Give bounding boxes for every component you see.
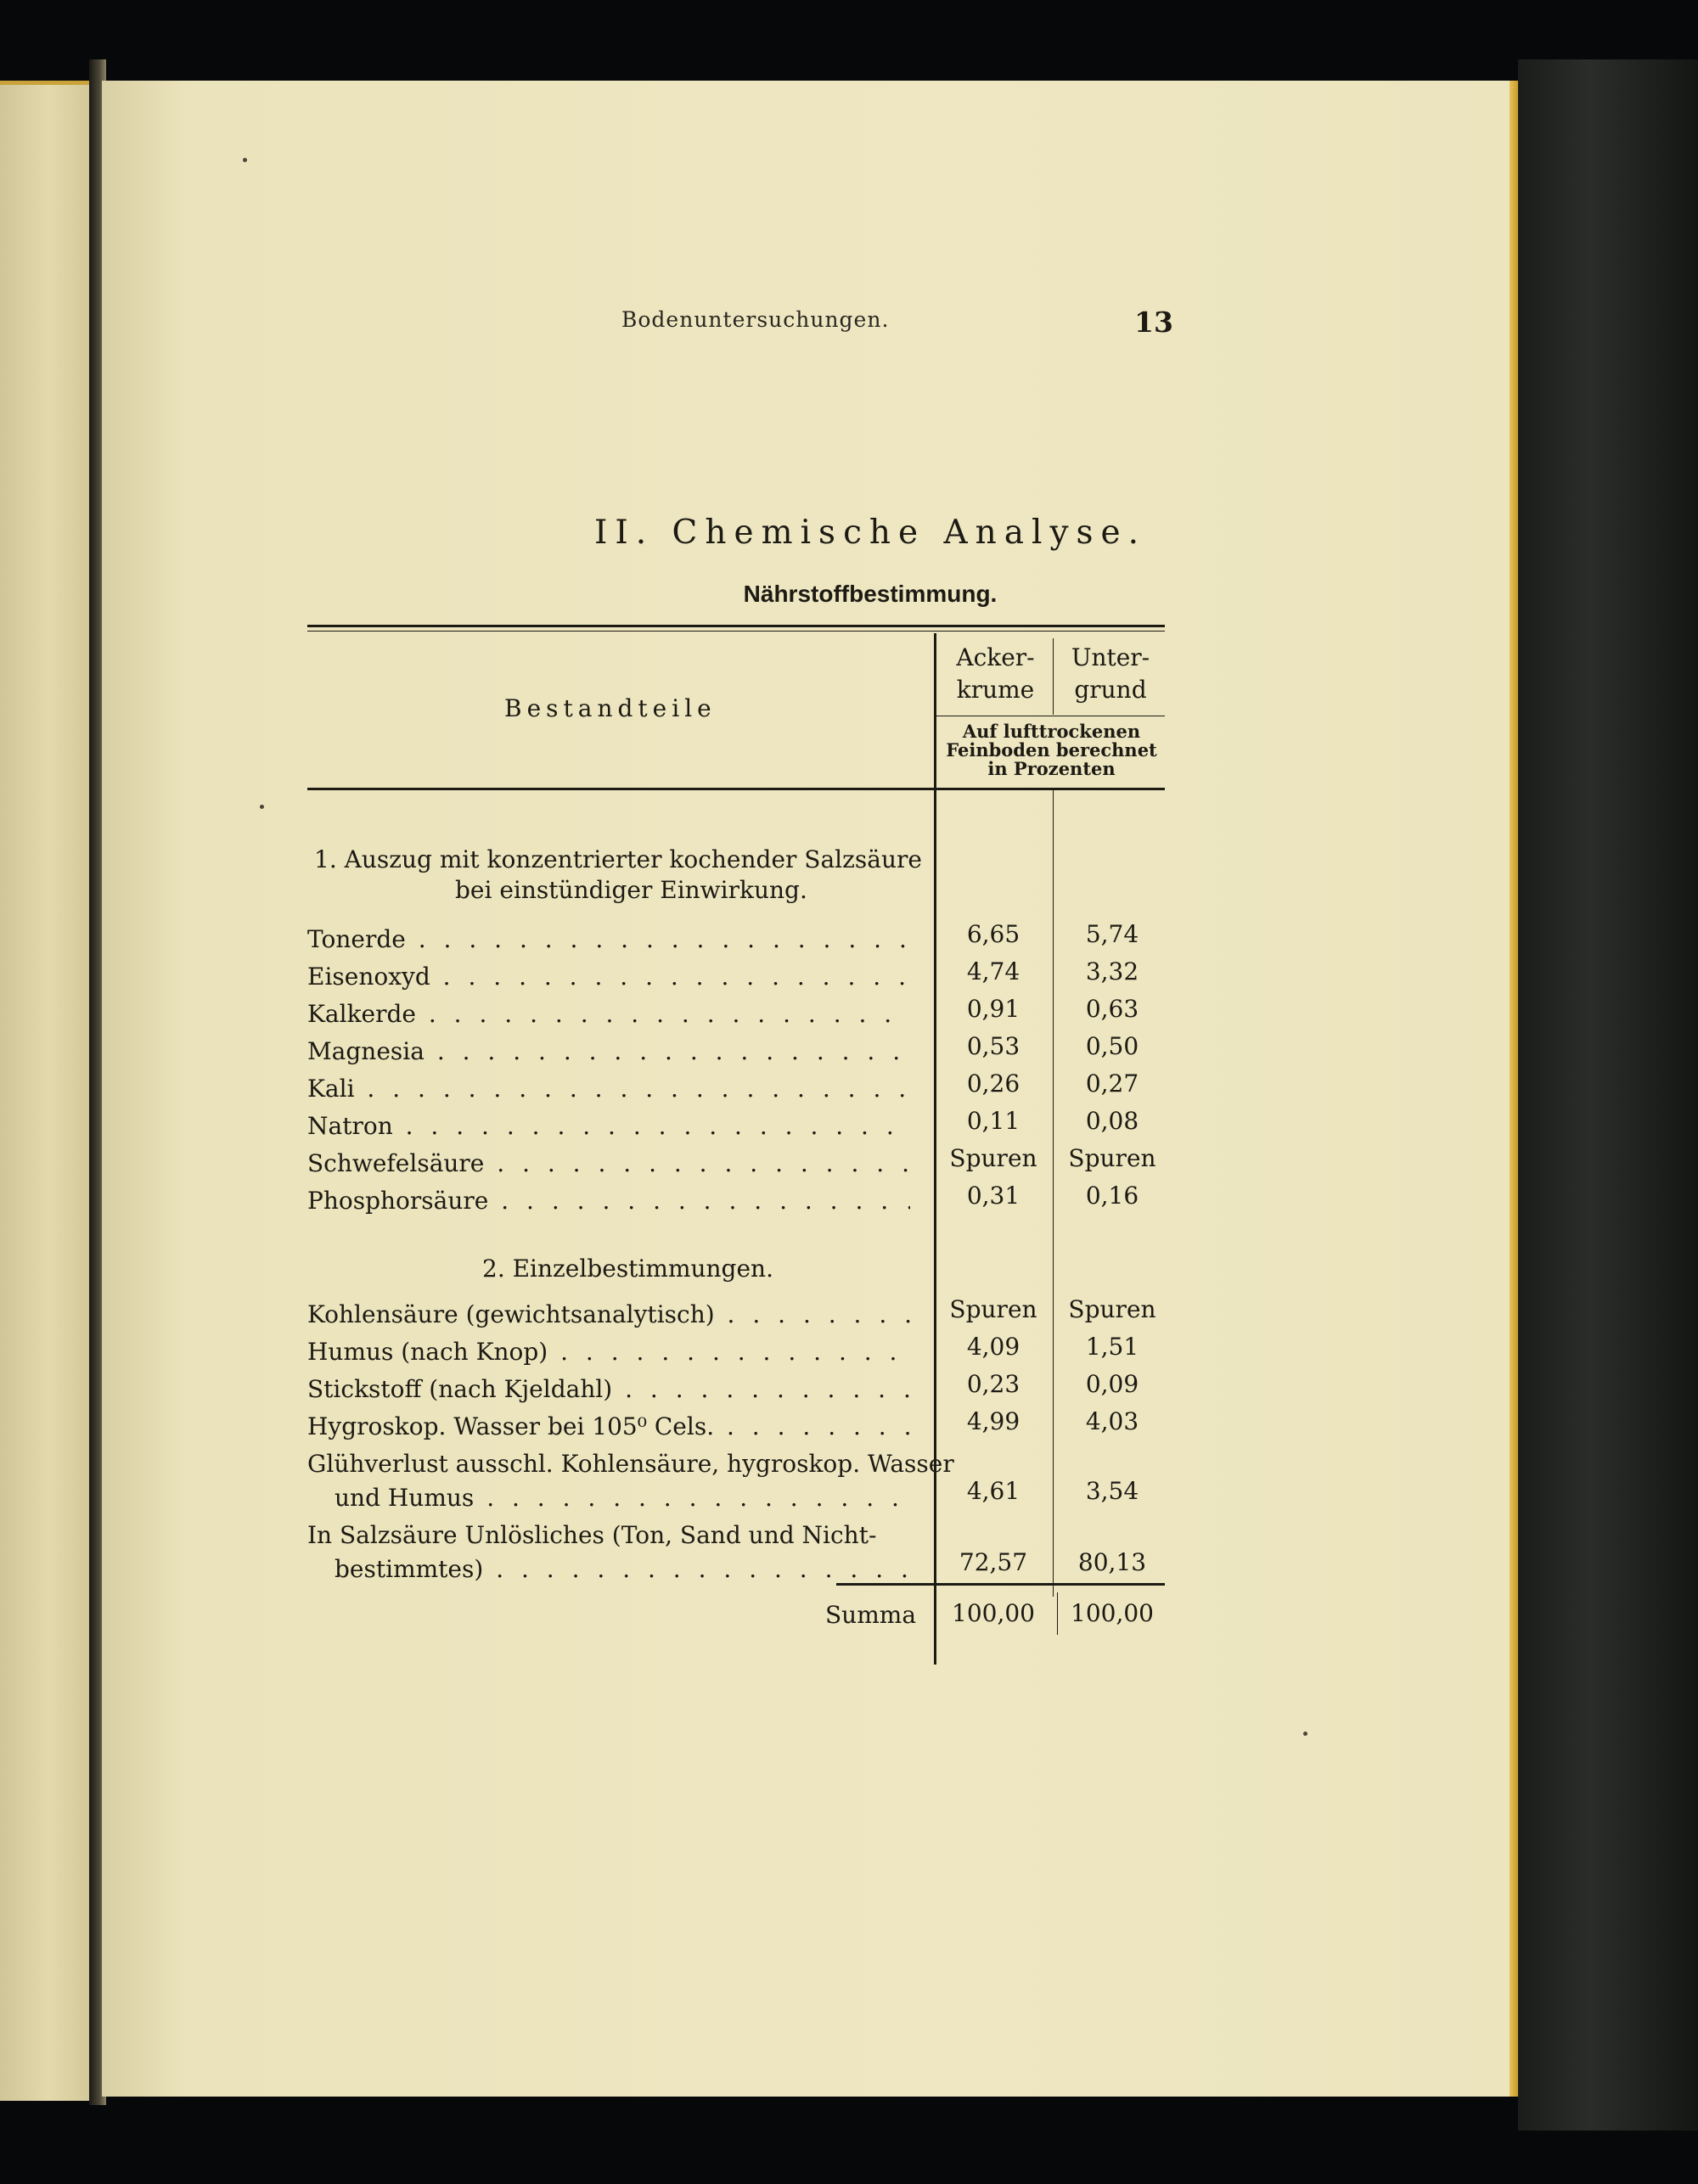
value-untergrund: 0,27 [1085,1070,1139,1098]
row-label: Eisenoxyd . . . [307,963,910,993]
row-label-gluehverlust-line1: Glühverlust ausschl. Kohlensäure, hygroskop. Wasser [307,1450,954,1478]
group2-title: 2. Einzelbestimmungen. [482,1255,773,1283]
value-ackerkrume: 0,23 [966,1370,1020,1398]
left-page-gilt-edge [0,81,89,2105]
page-number: 13 [1134,306,1173,339]
header-column-rule [1053,638,1054,715]
book-cover [1518,59,1698,2131]
section-subtitle: Nährstoffbestimmung. [743,581,998,607]
col-header-untergrund-line2: grund [1074,676,1147,704]
value-untergrund: 0,08 [1085,1107,1139,1135]
row-label: Hygroskop. Wasser bei 105⁰ Cels. . . . [307,1412,910,1443]
paper-speck [260,805,264,809]
row-label: Phosphorsäure . . . [307,1187,910,1217]
group1-title-line2: bei einstündiger Einwirkung. [455,876,807,904]
value-untergrund: Spuren [1068,1144,1156,1172]
running-head: Bodenuntersuchungen. [621,307,890,332]
value-ackerkrume: Spuren [949,1144,1037,1172]
left-page-edge [0,81,93,2101]
summa-untergrund: 100,00 [1071,1599,1154,1627]
column-label-bestandteile: Bestandteile [504,694,717,722]
value-untergrund: 5,74 [1085,920,1139,948]
value-untergrund: 80,13 [1077,1548,1147,1576]
value-untergrund: 0,16 [1085,1182,1139,1210]
col-header-ackerkrume-line1: Acker- [956,643,1035,671]
unit-note-line1: Auf lufttrockenen [962,721,1141,742]
unit-note-line2: Feinboden berechnet [946,739,1157,761]
value-untergrund: Spuren [1068,1295,1156,1323]
value-untergrund: 0,50 [1085,1032,1139,1060]
value-ackerkrume: 4,61 [966,1477,1020,1505]
value-ackerkrume: 4,74 [966,957,1020,985]
value-untergrund: 3,32 [1085,957,1139,985]
value-ackerkrume: Spuren [949,1295,1037,1323]
value-ackerkrume: 0,91 [966,995,1020,1023]
value-untergrund: 0,63 [1085,995,1139,1023]
paper-speck [243,158,247,162]
row-label: Magnesia . . . [307,1037,910,1068]
paper-speck [1303,1732,1307,1736]
value-ackerkrume: 0,53 [966,1032,1020,1060]
value-ackerkrume: 4,09 [966,1333,1020,1361]
value-ackerkrume: 0,11 [966,1107,1020,1135]
row-label: Kali . . . [307,1075,910,1105]
value-ackerkrume: 0,31 [966,1182,1020,1210]
header-bottom-rule [307,788,1165,790]
col-header-untergrund-line1: Unter- [1071,643,1150,671]
summa-label: Summa [825,1601,917,1629]
row-label: Natron . . . [307,1112,910,1143]
value-ackerkrume: 4,99 [966,1407,1020,1435]
row-label: Humus (nach Knop) . . . [307,1338,910,1368]
column-rule-right [1053,790,1054,1597]
column-rule-left [934,633,936,1665]
row-label-gluehverlust-line2: und Humus . . . [307,1484,910,1514]
table-top-rule-thin [307,631,1165,632]
summa-ackerkrume: 100,00 [952,1599,1035,1627]
unit-note [938,722,1165,778]
row-label: Tonerde . . . [307,925,910,956]
row-label: Kohlensäure (gewichtsanalytisch) . . . [307,1300,910,1331]
value-untergrund: 1,51 [1085,1333,1139,1361]
row-label: Schwefelsäure . . . [307,1149,910,1180]
group1-title-line1: 1. Auszug mit konzentrierter kochender Salzsäure [314,845,922,873]
row-label-unloesliches-line1: In Salzsäure Unlösliches (Ton, Sand und Nicht- [307,1521,877,1549]
value-untergrund: 4,03 [1085,1407,1139,1435]
unit-note-line3: in Prozenten [987,758,1116,779]
gilt-page-edge [1510,81,1518,2097]
row-label: Stickstoff (nach Kjeldahl) . . . [307,1375,910,1406]
value-untergrund: 0,09 [1085,1370,1139,1398]
col-header-ackerkrume-line2: krume [956,676,1035,704]
row-label: Kalkerde . . . [307,1000,910,1030]
table-top-rule [307,625,1165,627]
col-header-ackerkrume [938,642,1053,706]
value-ackerkrume: 0,26 [966,1070,1020,1098]
row-label-unloesliches-line2: bestimmtes) . . . [307,1555,910,1586]
value-ackerkrume: 6,65 [966,920,1020,948]
section-title: II. Chemische Analyse. [593,514,1147,552]
value-ackerkrume: 72,57 [959,1548,1028,1576]
value-untergrund: 3,54 [1085,1477,1139,1505]
col-header-untergrund [1055,642,1166,706]
